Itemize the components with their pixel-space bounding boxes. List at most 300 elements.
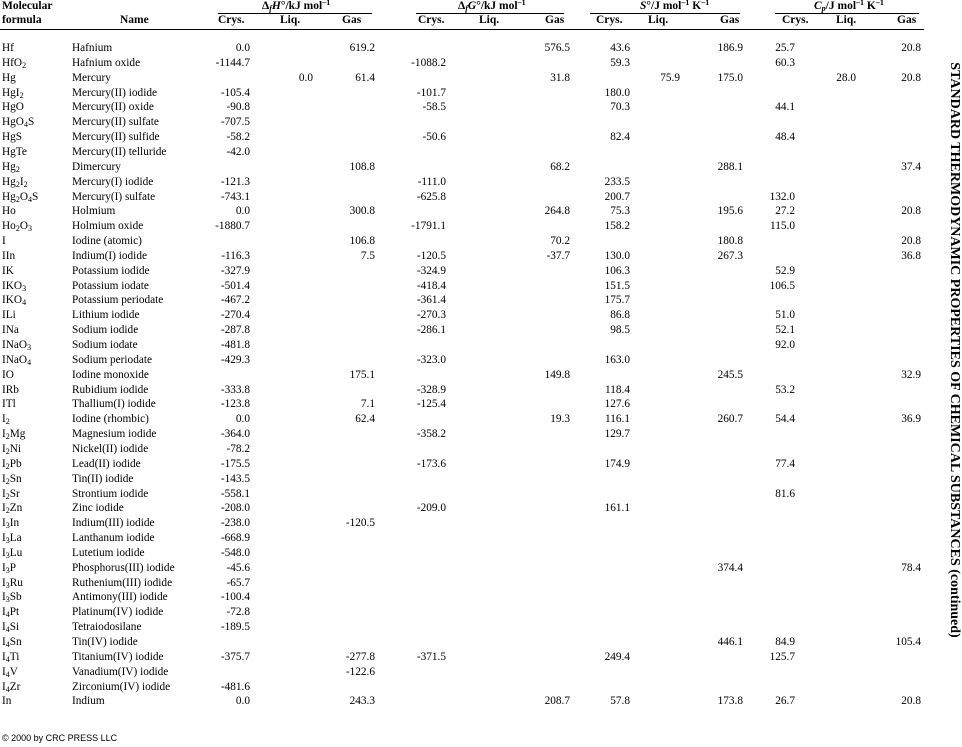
value-cell: 245.5: [717, 368, 743, 381]
value-cell: -1088.2: [411, 56, 446, 69]
value-cell: 75.9: [660, 71, 680, 84]
value-cell: -100.4: [220, 591, 250, 604]
table-row: [0, 516, 940, 531]
value-cell: -361.4: [416, 294, 446, 307]
name-cell: Ruthenium(III) iodide: [72, 576, 173, 589]
delta-symbol: Δ: [262, 0, 270, 12]
formula-subscript: 3: [5, 536, 10, 546]
name-cell: Mercury(II) sulfate: [72, 116, 159, 129]
name-cell: Thallium(I) iodide: [72, 398, 156, 411]
table-row: [0, 219, 940, 234]
value-cell: -323.0: [416, 353, 446, 366]
quantity-symbol: G: [467, 0, 477, 12]
name-cell: Mercury(II) iodide: [72, 86, 158, 99]
unit: /J mol: [825, 0, 857, 12]
value-cell: 249.4: [604, 650, 630, 663]
table-row: [0, 620, 940, 635]
value-cell: 127.6: [604, 398, 630, 411]
formula-cell: $Ho_2O_3$: [2, 220, 32, 234]
formula-cell: IRb: [2, 383, 19, 396]
formula-subscript: 4: [27, 194, 32, 204]
value-cell: -324.9: [416, 264, 446, 277]
name-cell: Indium: [72, 695, 105, 708]
value-cell: 54.4: [775, 413, 795, 426]
formula-subscript: 3: [27, 343, 32, 352]
name-cell: Sodium iodide: [72, 324, 139, 337]
value-cell: 130.0: [604, 249, 630, 262]
formula-subscript: 2: [15, 179, 20, 189]
unit: /J mol: [651, 0, 682, 12]
value-cell: 20.8: [901, 71, 921, 84]
name-cell: Tin(IV) iodide: [72, 636, 138, 648]
formula-cell: $I_2Sn$: [2, 472, 22, 486]
table-row: [0, 531, 940, 546]
name-cell: Holmium oxide: [72, 220, 144, 233]
value-cell: -101.7: [416, 86, 446, 99]
value-cell: 174.9: [604, 457, 630, 470]
value-cell: -548.0: [220, 546, 250, 559]
value-cell: -208.0: [220, 502, 250, 515]
header-molecular: Molecular: [2, 0, 53, 12]
value-cell: 20.8: [901, 235, 921, 248]
formula-subscript: 2: [5, 417, 10, 427]
quantity-symbol: H: [271, 0, 281, 12]
table-row: [0, 576, 940, 591]
name-cell: Magnesium iodide: [72, 428, 157, 441]
value-cell: 264.8: [544, 205, 570, 218]
value-cell: 118.4: [605, 383, 630, 396]
name-cell: Indium(III) iodide: [72, 517, 155, 530]
name-cell: Iodine monoxide: [72, 368, 149, 381]
name-cell: Lutetium iodide: [72, 546, 145, 559]
table-row: [0, 353, 940, 368]
value-cell: 84.9: [775, 636, 795, 648]
formula-cell: $I_4Zr$: [2, 680, 21, 694]
value-cell: -287.8: [220, 324, 250, 337]
name-cell: Iodine (rhombic): [72, 413, 149, 426]
value-cell: -209.0: [416, 502, 446, 515]
value-cell: -123.8: [220, 398, 250, 411]
value-cell: -65.7: [226, 576, 250, 589]
name-cell: Mercury(II) telluride: [72, 145, 167, 158]
name-cell: Lithium iodide: [72, 309, 140, 322]
value-cell: 59.3: [610, 56, 630, 69]
table-row: [0, 190, 940, 205]
value-cell: 51.0: [775, 309, 795, 322]
value-cell: -125.4: [416, 398, 446, 411]
formula-subscript: 4: [27, 357, 32, 367]
table-row: [0, 308, 940, 323]
formula-cell: IIn: [2, 249, 16, 262]
value-cell: 7.1: [360, 398, 375, 411]
name-cell: Nickel(II) iodide: [72, 442, 149, 455]
value-cell: 208.7: [544, 695, 570, 708]
formula-cell: $I_3Ru$: [2, 576, 23, 590]
copyright-footer: © 2000 by CRC PRESS LLC: [2, 733, 118, 743]
table-row: [0, 175, 940, 190]
table-row: [0, 635, 940, 650]
value-cell: 26.7: [775, 695, 795, 708]
table-row: [0, 41, 940, 56]
table-row: [0, 56, 940, 71]
formula-subscript: 2: [23, 179, 28, 189]
value-cell: 25.7: [775, 42, 795, 54]
value-cell: 44.1: [775, 101, 795, 114]
formula-cell: Hf: [2, 42, 14, 54]
value-cell: -1144.7: [215, 56, 250, 69]
value-cell: -418.4: [416, 279, 446, 292]
name-cell: Potassium periodate: [72, 294, 164, 307]
value-cell: -375.7: [220, 650, 250, 663]
formula-cell: $Hg_2O_4S$: [2, 190, 39, 204]
formula-subscript: 3: [27, 224, 32, 234]
phase-header: Gas: [545, 14, 565, 26]
degree-symbol: °: [280, 0, 286, 12]
formula-cell: $I_3Sb$: [2, 591, 22, 605]
table-row: [0, 249, 940, 264]
formula-subscript: 2: [15, 194, 20, 204]
value-cell: 36.8: [901, 249, 921, 262]
value-cell: 175.0: [717, 71, 743, 84]
name-cell: Indium(I) iodide: [72, 249, 147, 262]
formula-cell: IO: [2, 368, 14, 381]
value-cell: -189.5: [220, 621, 250, 634]
value-cell: 98.5: [610, 324, 630, 337]
formula-cell: ITl: [2, 398, 16, 411]
table-row: [0, 323, 940, 338]
unit: /kJ mol: [480, 0, 518, 12]
value-cell: -58.5: [422, 101, 446, 114]
name-cell: Mercury(I) sulfate: [72, 190, 156, 203]
header-bottom-rule: [0, 29, 924, 30]
phase-header: Crys.: [596, 14, 623, 26]
formula-subscript: 4: [5, 640, 10, 649]
name-cell: Tetraiodosilane: [72, 621, 142, 634]
table-row: [0, 487, 940, 502]
value-cell: 36.9: [901, 413, 921, 426]
value-cell: -78.2: [226, 442, 250, 455]
table-row: [0, 412, 940, 427]
header-gibbs: [458, 0, 526, 12]
value-cell: -481.8: [220, 339, 250, 351]
header-formula: formula: [2, 14, 42, 26]
value-cell: 86.8: [610, 309, 630, 322]
table-row: [0, 264, 940, 279]
name-cell: Rubidium iodide: [72, 383, 149, 396]
name-cell: Sodium periodate: [72, 353, 153, 366]
name-cell: Zirconium(IV) iodide: [72, 680, 171, 693]
value-cell: -105.4: [220, 86, 250, 99]
value-cell: 106.3: [604, 264, 630, 277]
value-cell: -270.4: [220, 309, 250, 322]
value-cell: 28.0: [836, 71, 856, 84]
formula-subscript: 2: [5, 432, 10, 442]
value-cell: -364.0: [220, 428, 250, 441]
name-cell: Potassium iodate: [72, 279, 149, 292]
name-cell: Phosphorus(III) iodide: [72, 561, 175, 574]
value-cell: -72.8: [226, 606, 250, 619]
value-cell: 68.2: [550, 160, 570, 173]
phase-header: Gas: [720, 14, 740, 26]
formula-cell: $I_4Si$: [2, 621, 20, 635]
value-cell: 132.0: [769, 190, 795, 203]
formula-subscript: 4: [23, 120, 28, 130]
value-cell: 619.2: [349, 42, 375, 54]
table-row: [0, 442, 940, 457]
formula-cell: $I_4Ti$: [2, 650, 20, 664]
formula-subscript: 3: [5, 580, 10, 590]
unit-exponent: –1: [701, 0, 710, 7]
unit-exponent: –1: [875, 0, 884, 7]
formula-subscript: 4: [22, 298, 27, 308]
value-cell: -467.2: [220, 294, 250, 307]
value-cell: 163.0: [604, 353, 630, 366]
formula-cell: $I_2Zn$: [2, 502, 23, 516]
name-cell: Lead(II) iodide: [72, 457, 141, 470]
table-row: [0, 665, 940, 680]
formula-cell: HgI$_2$: [2, 86, 24, 100]
value-cell: 60.3: [775, 56, 795, 69]
value-cell: 19.3: [550, 413, 570, 426]
value-cell: -37.7: [546, 249, 570, 262]
table-row: [0, 383, 940, 398]
phase-header: Crys.: [218, 14, 245, 26]
value-cell: 161.1: [604, 502, 630, 515]
formula-subscript: 3: [5, 595, 10, 605]
side-title: STANDARD THERMODYNAMIC PROPERTIES OF CHEMICAL SUBSTANCES (continued): [947, 62, 962, 638]
formula-subscript: 4: [5, 654, 10, 664]
value-cell: 288.1: [717, 160, 743, 173]
value-cell: -743.1: [220, 190, 250, 203]
value-cell: 129.7: [604, 428, 630, 441]
formula-cell: $I_4Pt$: [2, 606, 20, 620]
table-row: [0, 204, 940, 219]
table-row: [0, 130, 940, 145]
value-cell: 82.4: [610, 131, 630, 144]
table-row: [0, 472, 940, 487]
phase-header: Liq.: [479, 14, 500, 26]
formula-cell: INaO$_4$: [2, 353, 32, 367]
formula-cell: HgS: [2, 131, 23, 144]
subscript: p: [821, 4, 826, 13]
phase-header: Liq.: [648, 14, 669, 26]
table-row: [0, 160, 940, 175]
table-row: [0, 86, 940, 101]
value-cell: 37.4: [901, 160, 921, 173]
unit: K: [864, 0, 876, 12]
formula-subscript: 3: [22, 283, 27, 293]
formula-cell: $I_3La$: [2, 532, 22, 546]
value-cell: -286.1: [416, 324, 446, 337]
degree-symbol: °: [646, 0, 652, 12]
formula-subscript: 2: [5, 506, 10, 516]
name-cell: Dimercury: [72, 160, 121, 173]
value-cell: 175.7: [604, 294, 630, 307]
value-cell: 576.5: [544, 42, 570, 54]
table-row: [0, 694, 940, 709]
value-cell: -238.0: [220, 517, 250, 530]
formula-cell: I: [2, 235, 6, 248]
value-cell: 115.0: [770, 220, 795, 233]
formula-subscript: 2: [22, 60, 27, 70]
formula-cell: $I_2Pb$: [2, 457, 22, 471]
table-row: [0, 590, 940, 605]
value-cell: -358.2: [416, 428, 446, 441]
value-cell: 158.2: [604, 220, 630, 233]
value-cell: 116.1: [605, 413, 630, 426]
name-cell: Tin(II) iodide: [72, 472, 134, 485]
formula-cell: $IKO_4$: [2, 294, 27, 308]
value-cell: -1791.1: [411, 220, 446, 233]
value-cell: 0.0: [235, 413, 250, 426]
formula-cell: $I_2Ni$: [2, 442, 22, 456]
formula-cell: HgO: [2, 101, 24, 114]
formula-subscript: 4: [5, 610, 10, 620]
formula-cell: $Hg_2$: [2, 160, 20, 174]
value-cell: 61.4: [355, 71, 375, 84]
formula-subscript: 4: [5, 669, 10, 679]
value-cell: 267.3: [717, 249, 743, 262]
value-cell: 149.8: [544, 368, 570, 381]
table-row: [0, 561, 940, 576]
unit: /kJ mol: [285, 0, 323, 12]
formula-cell: HfO$_2$: [2, 56, 27, 70]
name-cell: Zinc iodide: [72, 502, 124, 515]
formula-cell: ILi: [2, 309, 16, 322]
table-row: [0, 338, 940, 353]
name-cell: Mercury(I) iodide: [72, 175, 154, 188]
value-cell: -143.5: [220, 472, 250, 485]
formula-subscript: 3: [5, 550, 10, 560]
table-row: [0, 680, 940, 695]
value-cell: 52.9: [775, 264, 795, 277]
phase-header: Gas: [897, 14, 917, 26]
formula-cell: $I_2Mg$: [2, 428, 26, 442]
phase-header: Crys.: [418, 14, 445, 26]
value-cell: 125.7: [769, 650, 795, 663]
formula-cell: $I_3P$: [2, 561, 17, 575]
formula-cell: Ho: [2, 205, 16, 218]
value-cell: 77.4: [775, 457, 795, 470]
formula-cell: $I_2Sr$: [2, 487, 20, 501]
value-cell: 106.8: [349, 235, 375, 248]
unit-exponent: –1: [322, 0, 331, 7]
value-cell: -328.9: [416, 383, 446, 396]
value-cell: -90.8: [226, 101, 250, 114]
value-cell: 374.4: [717, 561, 743, 574]
header-entropy: [640, 0, 709, 12]
value-cell: 186.9: [717, 42, 743, 54]
formula-subscript: 2: [19, 90, 24, 100]
value-cell: -173.6: [416, 457, 446, 470]
value-cell: 200.7: [604, 190, 630, 203]
name-cell: Holmium: [72, 205, 116, 218]
quantity-symbol: S: [640, 0, 647, 12]
value-cell: 0.0: [235, 695, 250, 708]
subscript: f: [269, 4, 272, 13]
formula-cell: $I_4V$: [2, 665, 18, 679]
value-cell: 52.1: [775, 324, 795, 337]
formula-subscript: 2: [5, 491, 10, 501]
name-cell: Mercury(II) oxide: [72, 101, 154, 114]
phase-header: Liq.: [280, 14, 301, 26]
value-cell: 0.0: [235, 205, 250, 218]
phase-header: Gas: [342, 14, 362, 26]
formula-subscript: 2: [5, 476, 10, 486]
table-row: [0, 501, 940, 516]
value-cell: 7.5: [360, 249, 375, 262]
table-row: [0, 115, 940, 130]
table-row: [0, 397, 940, 412]
value-cell: -327.9: [220, 264, 250, 277]
phase-header: Crys.: [782, 14, 809, 26]
value-cell: 20.8: [901, 42, 921, 54]
subscript: f: [465, 4, 468, 13]
value-cell: 78.4: [901, 561, 921, 574]
unit: K: [689, 0, 702, 12]
value-cell: 43.6: [610, 42, 630, 54]
value-cell: -120.5: [345, 517, 375, 530]
formula-subscript: 2: [5, 446, 10, 456]
table-row: [0, 546, 940, 561]
name-cell: Iodine (atomic): [72, 235, 142, 248]
formula-cell: INaO$_3$: [2, 339, 32, 352]
value-cell: 75.3: [610, 205, 630, 218]
formula-cell: IK: [2, 264, 14, 277]
value-cell: -501.4: [220, 279, 250, 292]
value-cell: 92.0: [775, 339, 795, 351]
value-cell: -116.3: [221, 249, 250, 262]
name-cell: Sodium iodate: [72, 339, 138, 351]
value-cell: -1880.7: [215, 220, 250, 233]
value-cell: 0.0: [298, 71, 313, 84]
value-cell: 70.3: [610, 101, 630, 114]
unit-exponent: –1: [681, 0, 690, 7]
value-cell: -371.5: [416, 650, 446, 663]
formula-cell: $I_2$: [2, 413, 10, 427]
name-cell: Lanthanum iodide: [72, 532, 155, 545]
value-cell: 180.0: [604, 86, 630, 99]
value-cell: 180.8: [717, 235, 743, 248]
value-cell: 70.2: [550, 235, 570, 248]
formula-cell: HgO$_4$S: [2, 116, 35, 130]
formula-cell: HgTe: [2, 145, 27, 158]
value-cell: 20.8: [901, 205, 921, 218]
table-row: [0, 605, 940, 620]
header-name: Name: [120, 14, 149, 26]
table-row: [0, 427, 940, 442]
quantity-symbol: C: [814, 0, 822, 12]
name-cell: Titanium(IV) iodide: [72, 650, 164, 663]
value-cell: -45.6: [226, 561, 250, 574]
side-title-container: [947, 44, 961, 656]
value-cell: 300.8: [349, 205, 375, 218]
value-cell: 195.6: [717, 205, 743, 218]
name-cell: Mercury: [72, 71, 111, 84]
name-cell: Hafnium: [72, 42, 113, 54]
value-cell: -668.9: [220, 532, 250, 545]
name-cell: Mercury(II) sulfide: [72, 131, 160, 144]
value-cell: 32.9: [901, 368, 921, 381]
name-cell: Strontium iodide: [72, 487, 149, 500]
formula-cell: $I_3Lu$: [2, 546, 23, 560]
value-cell: 105.4: [895, 636, 921, 648]
table-row: [0, 234, 940, 249]
formula-subscript: 4: [5, 684, 10, 694]
value-cell: -707.5: [220, 116, 250, 129]
header-enthalpy: [262, 0, 330, 12]
value-cell: 20.8: [901, 695, 921, 708]
